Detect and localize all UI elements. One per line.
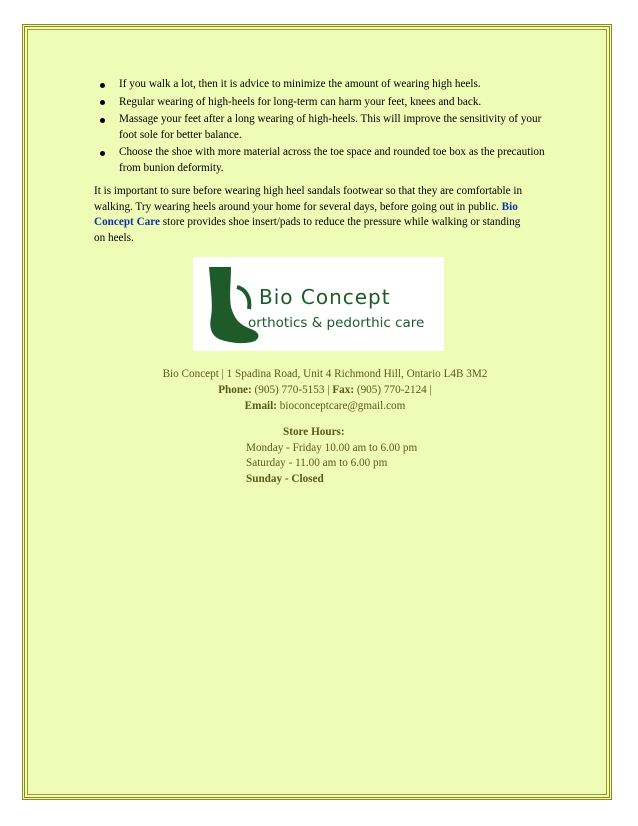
list-item: [95, 112, 555, 143]
list-item-text: If you walk a lot, then it is advice to minimize the amount of wearing high heels.: [119, 78, 481, 90]
contact-block: [90, 367, 560, 414]
fax-label: Fax:: [332, 383, 355, 396]
weekday-hours: Monday - Friday 10.00 am to 6.00 pm: [246, 441, 418, 454]
bio-concept-care-link[interactable]: Bio Concept Care: [94, 200, 518, 229]
logo-tagline: orthotics & pedorthic care: [248, 315, 425, 331]
sunday-hours: Sunday - Closed: [246, 472, 324, 485]
email-row: [90, 399, 560, 415]
phone-number[interactable]: (905) 770-5153: [254, 383, 325, 396]
phone-label: Phone:: [218, 383, 252, 396]
bullet-icon: [100, 151, 105, 156]
fax-number: (905) 770-2124 |: [356, 383, 432, 396]
email-address[interactable]: bioconceptcare@gmail.com: [279, 399, 406, 412]
email-label: Email:: [244, 399, 277, 412]
store-hours: [246, 425, 506, 487]
list-item: [95, 145, 555, 176]
saturday-hours: Saturday - 11.00 am to 6.00 pm: [246, 457, 388, 470]
separator: |: [324, 383, 333, 396]
phone-fax-row: [90, 383, 560, 399]
list-item-text: Massage your feet after a long wearing of high-heels. This will improve the sensitivity of your foot sole for better balance.: [119, 113, 542, 141]
store-hours-title: Store Hours:: [283, 426, 345, 438]
logo-title: Bio Concept: [259, 285, 391, 309]
info-paragraph: [94, 184, 534, 246]
list-item-text: Regular wearing of high-heels for long-term can harm your feet, knees and back.: [119, 95, 482, 108]
tips-list: [95, 77, 555, 179]
bullet-icon: [100, 83, 105, 88]
bullet-icon: [100, 100, 105, 105]
paragraph-text-before: It is important to sure before wearing high heel sandals footwear so that they are comfortable in walking. Try wearing heels around your home for several days, before going out in public.: [94, 185, 523, 213]
foot-icon: [201, 265, 261, 345]
paragraph-text-after: store provides shoe insert/pads to reduce the pressure while walking or standing on heels.: [94, 216, 521, 244]
address: Bio Concept | 1 Spadina Road, Unit 4 Richmond Hill, Ontario L4B 3M2: [162, 368, 488, 380]
bullet-icon: [100, 118, 105, 123]
company-logo: [193, 257, 444, 351]
list-item: [95, 77, 555, 93]
list-item: [95, 95, 555, 111]
list-item-text: Choose the shoe with more material across the toe space and rounded toe box as the precaution from bunion deformity.: [119, 146, 545, 174]
